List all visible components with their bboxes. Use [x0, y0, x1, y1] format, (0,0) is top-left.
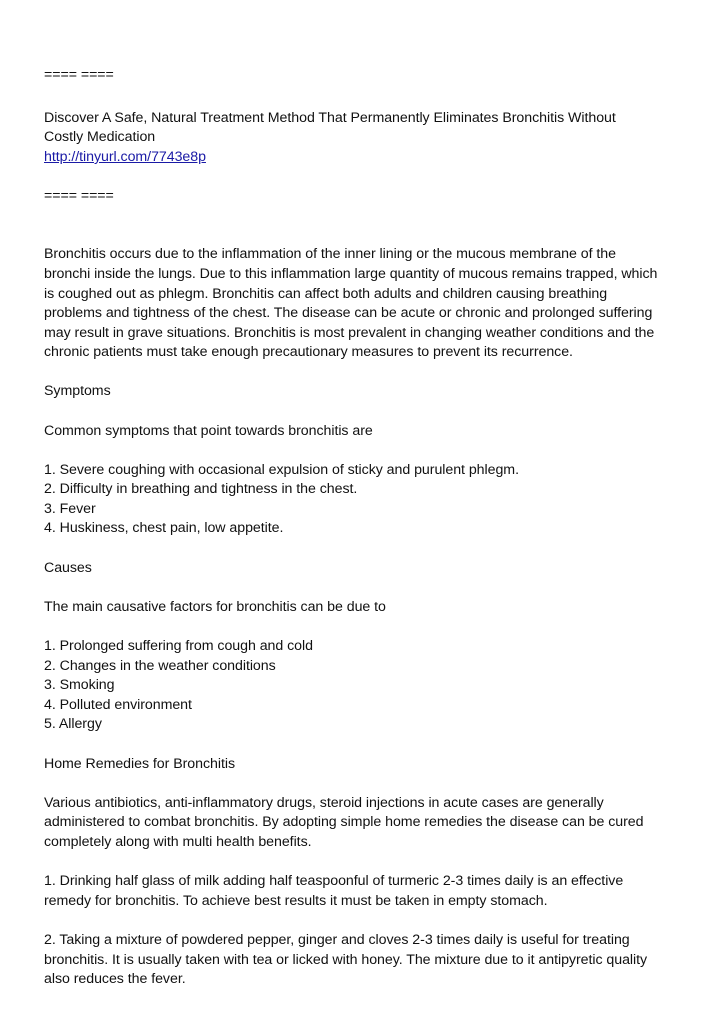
headline-line-1: Discover A Safe, Natural Treatment Method That Permanently Eliminates Bronchitis Without: [44, 110, 616, 126]
separator-bottom: ==== ====: [44, 188, 114, 204]
remedy-1-line-1: 1. Drinking half glass of milk adding half teaspoonful of turmeric 2-3 times daily is an effective: [44, 873, 624, 889]
remedy-2-line-3: also reduces the fever.: [44, 971, 186, 987]
symptom-item-1: 1. Severe coughing with occasional expulsion of sticky and purulent phlegm.: [44, 462, 519, 478]
headline-line-2: Costly Medication: [44, 129, 156, 145]
remedies-intro-line-3: completely along with multi health benefits.: [44, 834, 312, 850]
symptom-item-2: 2. Difficulty in breathing and tightness in the chest.: [44, 481, 358, 497]
causes-heading: Causes: [44, 560, 92, 576]
intro-line-1: Bronchitis occurs due to the inflammation of the inner lining or the mucous membrane of the: [44, 246, 616, 262]
symptoms-heading: Symptoms: [44, 383, 111, 399]
cause-item-2: 2. Changes in the weather conditions: [44, 658, 276, 674]
promo-link[interactable]: http://tinyurl.com/7743e8p: [44, 149, 206, 165]
symptoms-lead: Common symptoms that point towards bronchitis are: [44, 423, 373, 439]
remedy-1-line-2: remedy for bronchitis. To achieve best results it must be taken in empty stomach.: [44, 893, 548, 909]
intro-line-6: chronic patients must take enough precautionary measures to prevent its recurrence.: [44, 344, 573, 360]
cause-item-3: 3. Smoking: [44, 677, 115, 693]
cause-item-4: 4. Polluted environment: [44, 697, 192, 713]
intro-line-3: is coughed out as phlegm. Bronchitis can affect both adults and children causing breathing: [44, 286, 608, 302]
symptom-item-3: 3. Fever: [44, 501, 96, 517]
remedies-heading: Home Remedies for Bronchitis: [44, 756, 235, 772]
remedy-2-line-2: bronchitis. It is usually taken with tea or licked with honey. The mixture due to it antipyretic quality: [44, 952, 648, 968]
intro-line-4: problems and tightness of the chest. The disease can be acute or chronic and prolonged suffering: [44, 305, 653, 321]
cause-item-5: 5. Allergy: [44, 716, 102, 732]
symptom-item-4: 4. Huskiness, chest pain, low appetite.: [44, 520, 284, 536]
causes-lead: The main causative factors for bronchitis can be due to: [44, 599, 386, 615]
separator-top: ==== ====: [44, 67, 114, 83]
remedies-intro-line-2: administered to combat bronchitis. By adopting simple home remedies the disease can be cured: [44, 814, 644, 830]
cause-item-1: 1. Prolonged suffering from cough and cold: [44, 638, 313, 654]
remedies-intro-line-1: Various antibiotics, anti-inflammatory drugs, steroid injections in acute cases are generally: [44, 795, 604, 811]
intro-line-5: may result in grave situations. Bronchitis is most prevalent in changing weather conditions and the: [44, 325, 655, 341]
remedy-2-line-1: 2. Taking a mixture of powdered pepper, ginger and cloves 2-3 times daily is useful for treating: [44, 932, 630, 948]
intro-line-2: bronchi inside the lungs. Due to this inflammation large quantity of mucous remains trapped, which: [44, 266, 658, 282]
